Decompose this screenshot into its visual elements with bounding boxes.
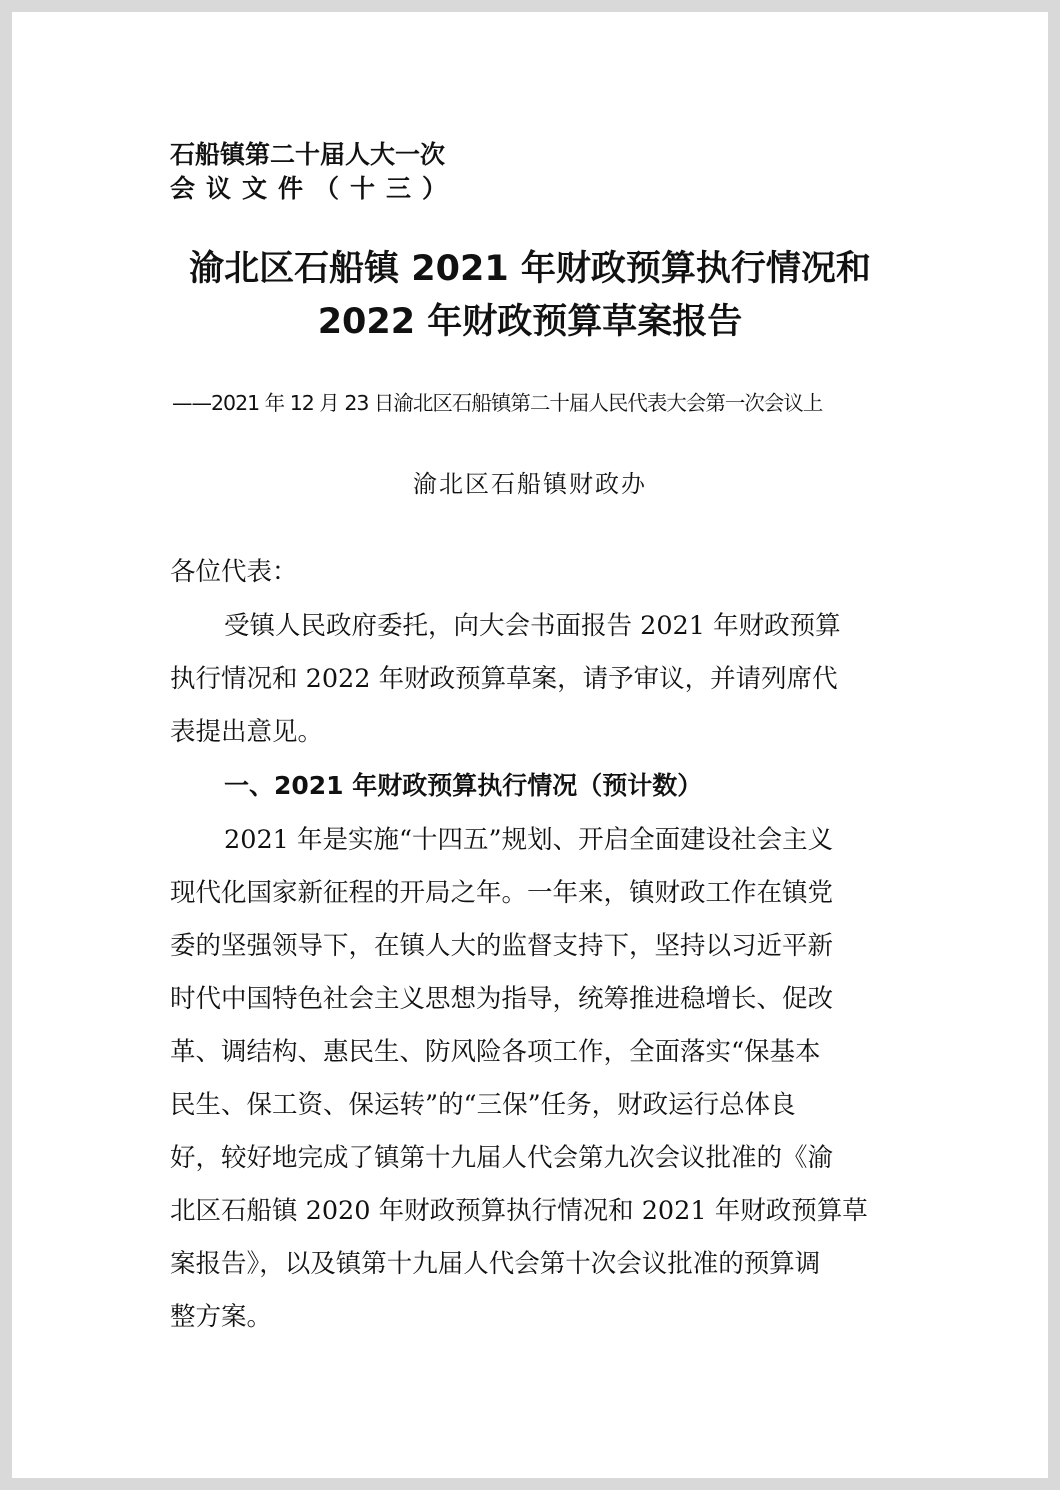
report-author: 渝北区石船镇财政办: [413, 470, 647, 498]
paragraph-line: 受镇人民政府委托，向大会书面报告 2021 年财政预算: [224, 611, 841, 641]
report-subtitle: ——2021 年 12 月 23 日渝北区石船镇第二十届人民代表大会第一次会议上: [172, 391, 823, 415]
report-title-line1: 渝北区石船镇 2021 年财政预算执行情况和: [189, 249, 871, 289]
paragraph-line: 现代化国家新征程的开局之年。一年来，镇财政工作在镇党: [170, 878, 834, 908]
report-title-line2: 2022 年财政预算草案报告: [317, 302, 743, 342]
paragraph-line: 整方案。: [170, 1302, 273, 1332]
paragraph-line: 表提出意见。: [170, 717, 324, 747]
section-heading: 一、2021 年财政预算执行情况（预计数）: [224, 771, 703, 800]
paragraph-line: 民生、保工资、保运转”的“三保”任务，财政运行总体良: [170, 1090, 796, 1120]
paragraph-line: 北区石船镇 2020 年财政预算执行情况和 2021 年财政预算草: [170, 1196, 868, 1226]
paragraph-line: 案报告》，以及镇第十九届人代会第十次会议批准的预算调: [170, 1249, 821, 1279]
paragraph-line: 委的坚强领导下，在镇人大的监督支持下，坚持以习近平新: [170, 931, 834, 961]
salutation: 各位代表：: [170, 557, 298, 587]
paragraph-line: 革、调结构、惠民生、防风险各项工作，全面落实“保基本: [170, 1037, 821, 1067]
paragraph-line: 执行情况和 2022 年财政预算草案，请予审议，并请列席代: [170, 664, 838, 694]
paragraph-line: 时代中国特色社会主义思想为指导，统筹推进稳增长、促改: [170, 984, 834, 1014]
document-page: [12, 12, 1048, 1478]
paragraph-line: 好，较好地完成了镇第十九届人代会第九次会议批准的《渝: [170, 1143, 834, 1173]
document-tag-line1: 石船镇第二十届人大一次: [170, 140, 446, 169]
paragraph-line: 2021 年是实施“十四五”规划、开启全面建设社会主义: [224, 825, 834, 855]
document-tag-line2: 会议文件（十三）: [170, 174, 459, 203]
